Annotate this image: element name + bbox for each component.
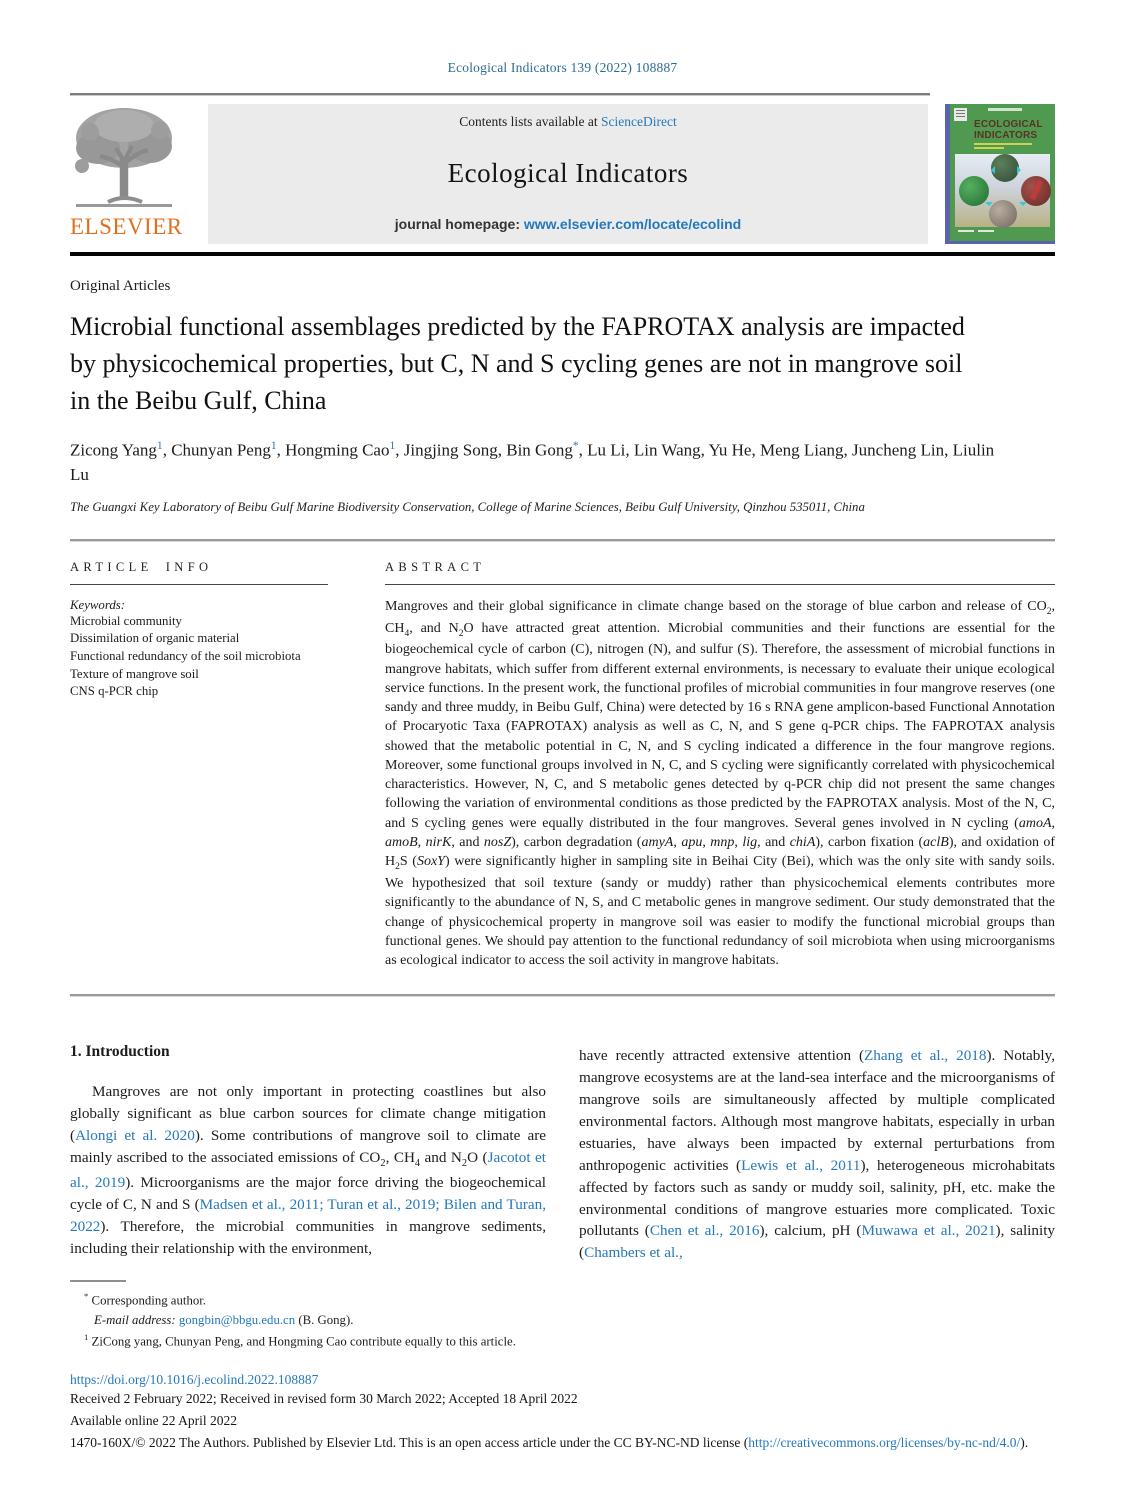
- intro-paragraph-left: Mangroves are not only important in protecting coastlines but also globally significant as blue carbon sources for climate change mitigation (Alongi et al. 2020). Some contributions of mangrove soil to climate are mainly ascribed to the associated emissions of $CO_2$, $CH_4$ and $N_2O$ (Jacotot et al., 2019). Microorganisms are the major force driving the biogeochemical cycle of C, N and S (Madsen et al., 2011; Turan et al., 2019; Bilen and Turan, 2022). Therefore, the microbial communities in mangrove sediments, including their relationship with the environment,: [70, 1083, 547, 1257]
- inline-link[interactable]: Alongi et al. 2020: [75, 1127, 195, 1145]
- cover-photo-collage: [955, 154, 1050, 227]
- available-online-line: Available online 22 April 2022: [70, 1413, 237, 1429]
- contents-availability-line: Contents lists available at ScienceDirect: [459, 114, 677, 129]
- introduction-section: [70, 1043, 1055, 1264]
- email-footnote: E-mail address: gongbin@bbgu.edu.cn (B. Gong).: [94, 1313, 354, 1328]
- keywords-list: [70, 613, 353, 701]
- journal-title: Ecological Indicators: [447, 157, 689, 188]
- journal-banner: [208, 104, 928, 244]
- cover-circle-forest: [991, 154, 1019, 182]
- journal-header-band: [70, 104, 1055, 244]
- article-title: Microbial functional assemblages predicted by the FAPROTAX analysis are impacted by physicochemical properties, but C, N and S cycling genes are not in mangrove soil in the Beibu Gulf, China: [70, 312, 965, 415]
- abstract-bottom-rule: [70, 994, 1055, 997]
- keywords-label: Keywords:: [70, 597, 125, 612]
- footnote-divider-rule: [70, 1280, 126, 1282]
- inline-link[interactable]: http://creativecommons.org/licenses/by-nc-nd/4.0/: [748, 1434, 1021, 1450]
- author-list: Zicong Yang$^1$, Chunyan Peng$^1$, Hongming Cao$^1$, Jingjing Song, Bin Gong*, Lu Li, Lin Wang, Yu He, Meng Liang, Juncheng Lin, Liulin Lu: [70, 438, 995, 485]
- keyword-item: Microbial community: [70, 613, 182, 628]
- inline-link[interactable]: Jacotot et al., 2019: [70, 1148, 546, 1191]
- article-info-heading: ARTICLE INFO: [70, 559, 213, 574]
- intro-paragraph-right: have recently attracted extensive attention (Zhang et al., 2018). Notably, mangrove ecosystems are at the land-sea interface and the microorganisms of mangrove soils are simultaneously affected by multiple complicated environmental factors. Although most mangrove habitats, especially in urban estuaries, have always been impacted by external perturbations from anthropogenic activities (Lewis et al., 2011), heterogeneous microhabitats affected by factors such as sandy or muddy soil, salinity, pH, etc. make the environmental conditions of mangrove estuaries more complicated. Toxic pollutants (Chen et al., 2016), calcium, pH (Muwawa et al., 2021), salinity (Chambers et al.,: [579, 1047, 1056, 1262]
- inline-link[interactable]: Chen et al., 2016: [649, 1222, 760, 1240]
- article-info-heading-rule: [70, 584, 328, 585]
- article-info-column: [70, 560, 353, 971]
- inline-link[interactable]: Madsen et al., 2011; Turan et al., 2019; Bilen and Turan, 2022: [70, 1195, 546, 1235]
- cover-editor-text-bars: [958, 219, 998, 237]
- inline-link[interactable]: Muwawa et al., 2021: [861, 1222, 996, 1240]
- keyword-item: Texture of mangrove soil: [70, 666, 199, 681]
- footnote-one-marker: 1: [84, 1332, 89, 1343]
- abstract-body: Mangroves and their global significance in climate change based on the storage of blue carbon and release of $CO_2$, $CH_4$, and $N_2O$ have attracted great attention. Microbial communities and their functions are essential for the biogeochemical cycle of carbon (C), nitrogen (N), and sulfur (S). Therefore, the assessment of microbial functions in mangrove habitats, which suffer from different external environments, is necessary to evaluate their unique ecological service functions. In the present work, the functional profiles of microbial communities in four mangrove reserves (one sandy and three muddy, in Beibu Gulf, China) were detected by 16 s RNA gene amplicon-based Functional Annotation of Procaryotic Taxa (FAPROTAX) analysis as well as C, N, and S gene q-PCR chips. The FAPROTAX analysis showed that the metabolic potential in C, N, and S cycling indicated a difference in the four mangrove regions. Moreover, some functional groups involved in N, C, and S cycling were significantly correlated with physicochemical characteristics. However, N, C, and S metabolic genes detected by q-PCR chip did not present the same changes following the variation of environmental conditions as those predicted by the FAPROTAX analysis. Most of the N, C, and S cycling genes were equally distributed in the four mangroves. Several genes involved in N cycling (amoA, amoB, nirK, and nosZ), carbon degradation (amyA, apu, mnp, lig, and chiA), carbon fixation (aclB), and oxidation of $H_2S$ (SoxY) were significantly higher in sampling site in Beihai City (Bei), which was the only site with sandy soils. We hypothesized that soil texture (sandy or muddy) rather than physicochemical elements contributes more significantly to the abundance of N, S, and C metabolic genes in mangrove sediment. Our study demonstrated that the change of physicochemical property in mangrove soil was easier to modify the functional microbial groups than functional genes. We should pay attention to the functional redundancy of soil microbiota when using microorganisms as ecological indicator to access the soil activity in mangrove habitats.: [385, 598, 1056, 969]
- inline-link[interactable]: Lewis et al., 2011: [741, 1156, 861, 1174]
- header-bottom-rule: [70, 252, 1055, 256]
- journal-cover-thumbnail: [945, 104, 1055, 244]
- elsevier-logo: [70, 104, 208, 244]
- footnote-star-marker: *: [84, 1291, 89, 1302]
- inline-link[interactable]: Zhang et al., 2018: [864, 1047, 987, 1065]
- keyword-item: Dissimilation of organic material: [70, 631, 240, 646]
- intro-right-column: [579, 1043, 1055, 1264]
- journal-homepage-line: journal homepage: www.elsevier.com/locate/ecolind: [394, 216, 742, 232]
- elsevier-wordmark: ELSEVIER: [70, 214, 183, 239]
- copyright-line: 1470-160X/© 2022 The Authors. Published by Elsevier Ltd. This is an open access article under the CC BY-NC-ND license (http://creativecommons.org/licenses/by-nc-nd/4.0/).: [70, 1434, 1029, 1450]
- abstract-heading-rule: [385, 584, 1055, 585]
- keyword-item: CNS q-PCR chip: [70, 684, 159, 699]
- keyword-item: Functional redundancy of the soil microbiota: [70, 648, 301, 663]
- journal-reference: Ecological Indicators 139 (2022) 108887: [447, 60, 678, 75]
- intro-left-column: [70, 1043, 546, 1264]
- introduction-heading: 1. Introduction: [70, 1043, 170, 1061]
- inline-link[interactable]: gongbin@bbgu.edu.cn: [178, 1313, 296, 1328]
- doi-link[interactable]: https://doi.org/10.1016/j.ecolind.2022.108887: [70, 1372, 319, 1388]
- abstract-column: [385, 560, 1055, 971]
- corresponding-author-footnote: * Corresponding author.: [84, 1291, 206, 1308]
- equal-contribution-footnote: $^1$ ZiCong yang, Chunyan Peng, and Hongming Cao contribute equally to this article.: [84, 1332, 516, 1349]
- abstract-heading: ABSTRACT: [385, 559, 486, 574]
- section-divider-rule: [70, 539, 1055, 542]
- elsevier-tree-icon: [72, 104, 176, 212]
- inline-link[interactable]: www.elsevier.com/locate/ecolind: [523, 216, 742, 232]
- inline-link[interactable]: ScienceDirect: [601, 114, 677, 129]
- received-dates-line: Received 2 February 2022; Received in revised form 30 March 2022; Accepted 18 April 2022: [70, 1391, 578, 1407]
- inline-link[interactable]: Chambers et al.,: [584, 1244, 683, 1262]
- cover-subtitle-bars: [974, 143, 1032, 151]
- footnotes-block: [70, 1290, 1055, 1352]
- cover-publisher-chip: [954, 108, 967, 121]
- cover-top-text-bar: [988, 108, 1022, 111]
- article-type-label: Original Articles: [70, 278, 171, 294]
- cover-journal-title: ECOLOGICAL INDICATORS: [974, 119, 1043, 141]
- affiliation-line: The Guangxi Key Laboratory of Beibu Gulf Marine Biodiversity Conservation, College of Marine Sciences, Beibu Gulf University, Qinzhou 535011, China: [70, 499, 865, 514]
- info-abstract-section: [70, 560, 1055, 971]
- header-top-rule: [70, 93, 930, 96]
